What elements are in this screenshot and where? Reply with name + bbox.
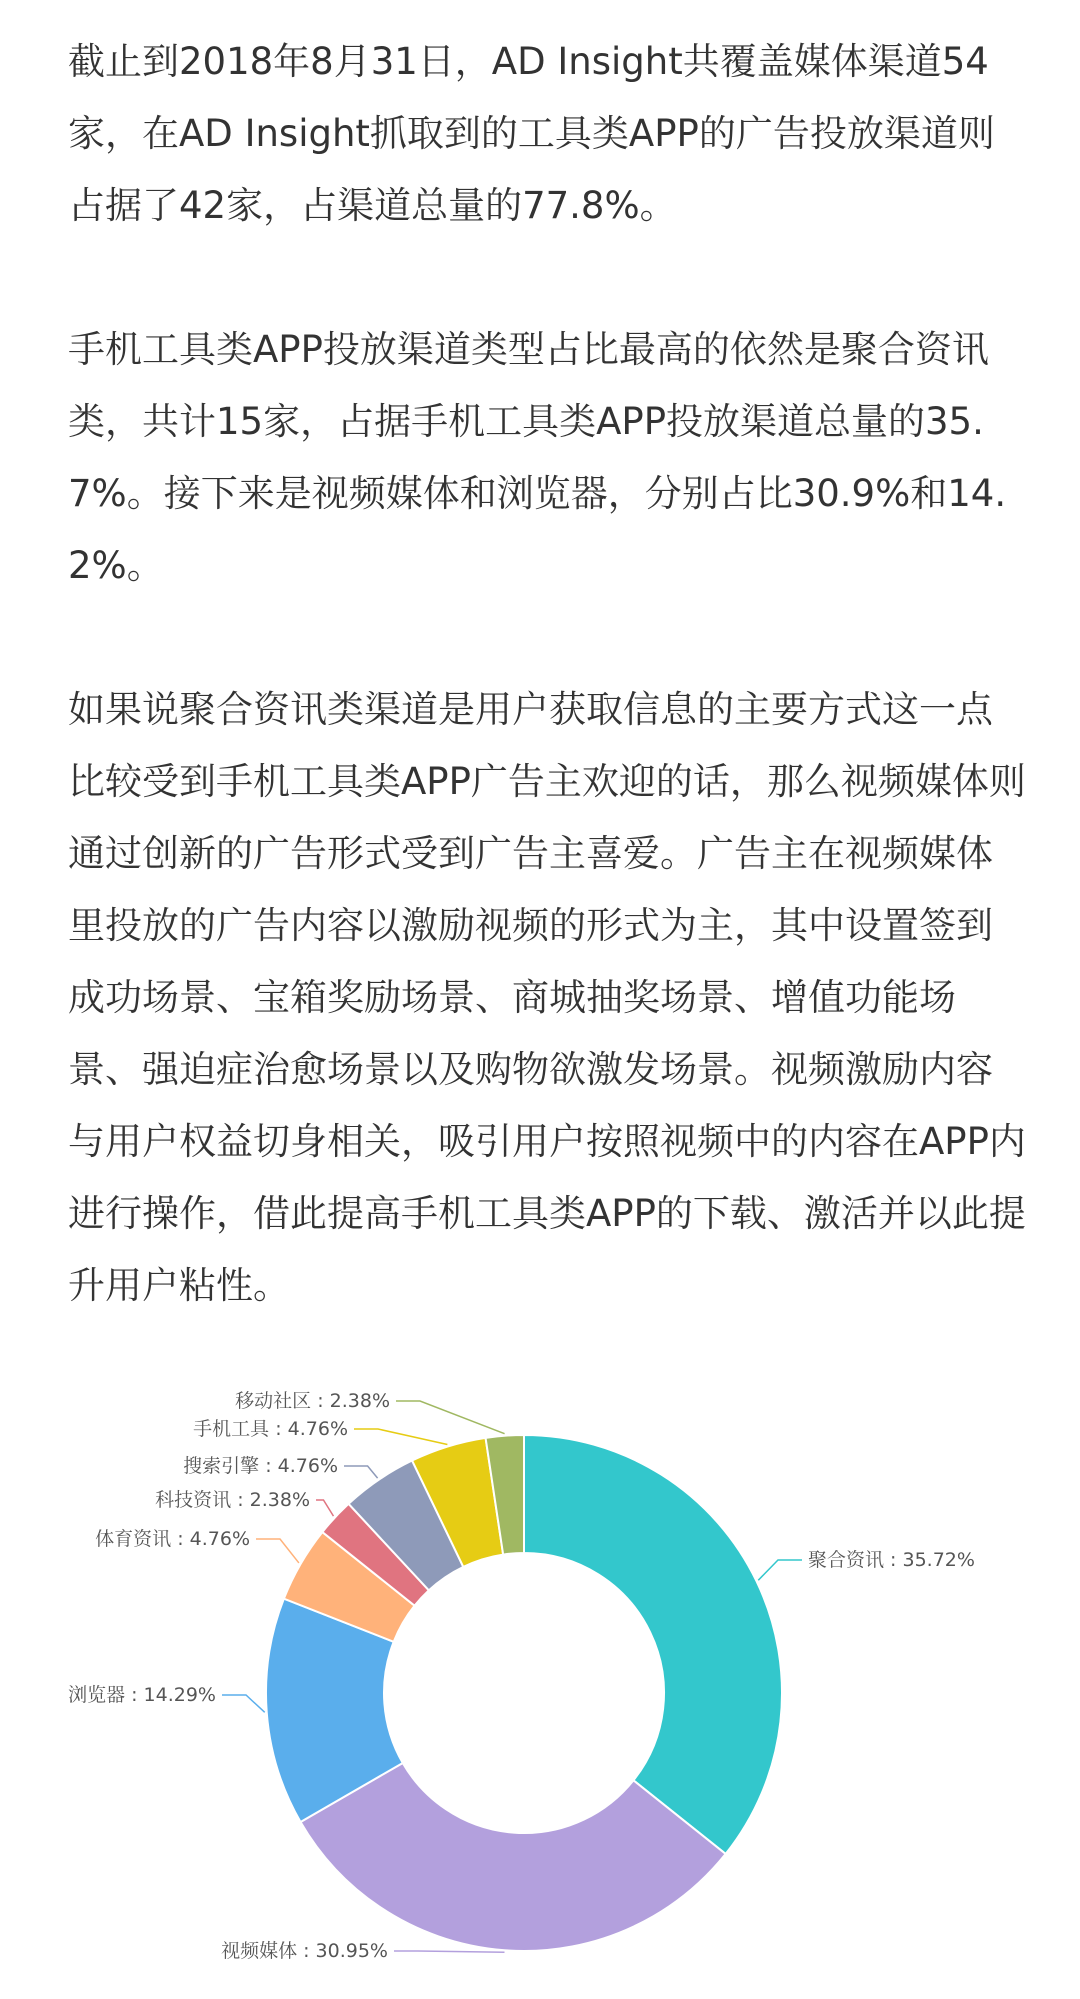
paragraph-channel-types: 手机工具类APP投放渠道类型占比最高的依然是聚合资讯类，共计15家，占据手机工具类APP投放渠道总量的35.7%。接下来是视频媒体和浏览器，分别占比30.9%和14.2%。 [68,328,1007,587]
leader-line-8 [396,1401,505,1434]
leader-line-4 [256,1539,299,1563]
donut-slices [266,1435,782,1951]
leader-line-7 [354,1429,447,1445]
slice-label-2: 视频媒体 : 30.95% [221,1940,388,1962]
leader-line-6 [344,1466,378,1478]
leader-line-2 [394,1951,504,1952]
channel-share-donut-chart [0,1345,1080,1999]
leader-line-3 [222,1695,265,1712]
slice-label-3: 浏览器 : 14.29% [68,1684,216,1706]
paragraph-video-incentive: 如果说聚合资讯类渠道是用户获取信息的主要方式这一点比较受到手机工具类APP广告主欢迎的话，那么视频媒体则通过创新的广告形式受到广告主喜爱。广告主在视频媒体里投放的广告内容以激励视频的形式为主，其中设置签到成功场景、宝箱奖励场景、商城抽奖场景、增值功能场景、强迫症治愈场景以及购物欲激发场景。视频激励内容与用户权益切身相关，吸引用户按照视频中的内容在APP内进行操作，借此提高手机工具类APP的下载、激活并以此提升用户粘性。 [68,688,1026,1307]
article-body [68,26,1028,1322]
paragraph-channel-coverage: 截止到2018年8月31日，AD Insight共覆盖媒体渠道54家，在AD Insight抓取到的工具类APP的广告投放渠道则占据了42家，占渠道总量的77.8%。 [68,40,995,227]
slice-label-7: 手机工具 : 4.76% [193,1418,348,1440]
donut-slice-1 [524,1435,782,1854]
slice-label-5: 科技资讯 : 2.38% [155,1489,310,1511]
slice-label-8: 移动社区 : 2.38% [235,1390,390,1412]
leader-line-5 [316,1500,333,1516]
slice-label-1: 聚合资讯 : 35.72% [808,1549,975,1571]
slice-label-4: 体育资讯 : 4.76% [95,1528,250,1550]
slice-label-6: 搜索引擎 : 4.76% [183,1455,338,1477]
leader-line-1 [758,1560,802,1580]
